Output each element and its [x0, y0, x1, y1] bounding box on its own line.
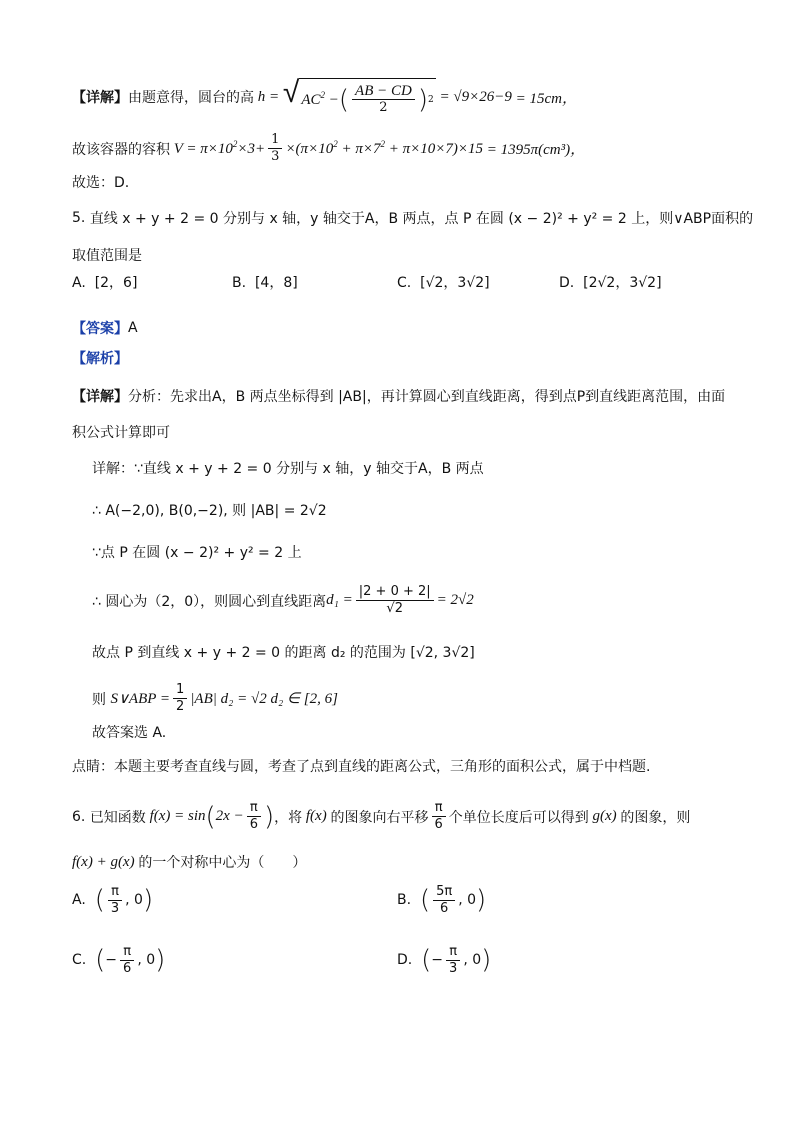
- height-result: = 15cm，: [515, 90, 577, 107]
- detail-text: 由题意得，圆台的高: [128, 90, 254, 106]
- detail-height-line: 【详解】 由题意得，圆台的高 h = √ $AC^2$ − ( $\frac{AB - CD}{2}$ ) 2 = √9×26−9 = 15cm，: [72, 75, 577, 115]
- q6-option-c: C. ( − $\frac{\pi}{6}$ , 0 ): [72, 943, 166, 976]
- volume-text: 故该容器的容积: [72, 141, 170, 158]
- sqrt-expression: √ $AC^2$ − ( $\frac{AB - CD}{2}$ ) 2: [282, 75, 434, 115]
- q6-option-a: A. ( $\frac{\pi}{3}$ , 0 ): [72, 883, 154, 916]
- q5-note: 点睛：本题主要考查直线与圆，考查了点到直线的距离公式，三角形的面积公式，属于中档题.: [72, 759, 651, 775]
- q5-step-6: 则 S∨ABP = $\frac{1}{2}$ |AB| d₂ = √2 d₂ ∈ [2, 6]: [92, 682, 338, 714]
- q5-answer-line: [72, 318, 722, 338]
- q5-number: 5.: [72, 210, 86, 226]
- q5-stem-2: 取值范围是: [72, 248, 142, 264]
- q6-stem-2: f(x) + g(x) 的一个对称中心为（ ）: [72, 853, 307, 871]
- q5-option-d: D. [2√2，3√2]: [559, 275, 662, 291]
- q5-stem-text: 直线 x + y + 2 = 0 分别与 x 轴，y 轴交于A，B 两点，点 P 在圆 (x − 2)² + y² = 2 上，则∨ABP面积的: [89, 211, 754, 227]
- q5-step-3: ∵点 P 在圆 (x − 2)² + y² = 2 上: [92, 545, 302, 561]
- q5-step-2: ∴ A(−2,0), B(0,−2), 则 |AB| = 2√2: [92, 503, 327, 519]
- math-h: h =: [254, 88, 283, 105]
- q5-detail-2: 积公式计算即可: [72, 425, 170, 441]
- detail-label: 【详解】: [72, 90, 128, 106]
- q5-step-7: 故答案选 A.: [92, 725, 167, 741]
- q6-option-b: B. ( $\frac{5\pi}{6}$ , 0 ): [397, 883, 487, 916]
- q5-step-1: 详解：∵直线 x + y + 2 = 0 分别与 x 轴，y 轴交于A，B 两点: [92, 461, 484, 477]
- q5-detail-label: 【详解】: [72, 389, 128, 405]
- q5-option-a: A. [2，6]: [72, 275, 138, 291]
- volume-result: = 1395π(cm³)，: [486, 142, 586, 158]
- q6-stem-1: 6. 已知函数 f(x) = sin ( 2x − $\frac{\pi}{6}$ ) ，将 f(x) 的图象向右平移 $\frac{\pi}{6}$ 个单位长度后可以得到 g(x) 的图象，则: [72, 800, 691, 832]
- q5-option-b: B. [4，8]: [232, 275, 298, 291]
- q6-option-d: D. ( − $\frac{\pi}{3}$ , 0 ): [397, 943, 492, 976]
- prev-conclusion: 故选：D.: [72, 175, 130, 191]
- answer-value: A: [128, 320, 138, 336]
- volume-line: 故该容器的容积 $V = \pi\times 10^2\times 3+$ $\frac{1}{3}$ $\times(\pi\times 10^2 + \pi\times 7^2 + \pi\times 10\times 7)\times 15$ = 1395π(cm³)，: [72, 132, 586, 164]
- q5-detail-1: 【详解】 分析：先求出A，B 两点坐标得到 |AB|，再计算圆心到直线距离，得到点P到直线距离范围，由面: [72, 386, 722, 406]
- q5-option-c: C. [√2，3√2]: [397, 275, 490, 291]
- q6-number: 6.: [72, 808, 86, 825]
- q5-stem-1: [72, 208, 754, 228]
- q5-step-4: ∴ 圆心为（2，0），则圆心到直线距离 d₁ = $\frac{|2 + 0 + 2|}{√2}$ = 2√2: [92, 584, 474, 616]
- q5-step-5: 故点 P 到直线 x + y + 2 = 0 的距离 d₂ 的范围为 [√2, 3√2]: [92, 645, 475, 661]
- answer-label: 【答案】: [72, 321, 128, 337]
- analysis-label: 【解析】: [72, 351, 128, 367]
